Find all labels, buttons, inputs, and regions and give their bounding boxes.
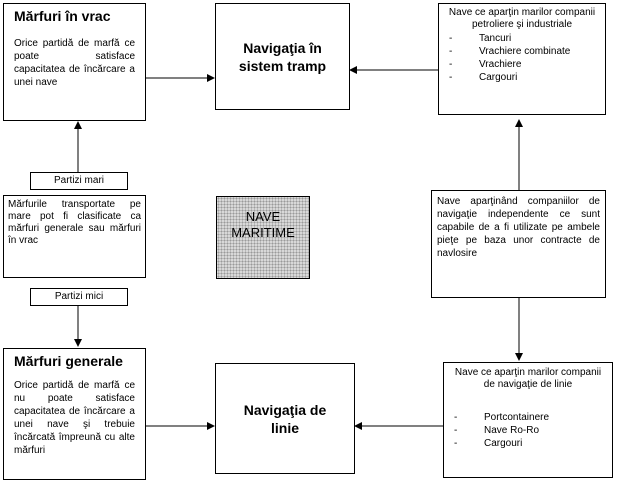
general-goods-title: Mărfuri generale [14,353,123,369]
maritime-ships-label: NAVE MARITIME [231,209,295,240]
large-lots-label [30,172,128,190]
small-lots-text: Partizi mici [54,291,104,302]
tramp-navigation-title: Navigaţia în sistem tramp [238,39,327,74]
tramp-ship-item: - Vrachiere [443,58,601,71]
independent-ships-text: Nave aparţinând companiilor de navigaţie independente ce sunt capabile de a fi utilizate pe ambele pieţe pe baza unor contracte de navlosire [437,196,600,259]
tramp-ship-item: - Cargouri [443,71,601,84]
tramp-ship-item: - Vrachiere combinate [443,45,601,58]
goods-classification-text: Mărfurile transportate pe mare pot fi clasificate ca mărfuri generale sau mărfuri în vrac [8,199,141,246]
liner-navigation-title: Navigaţia de linie [243,401,327,436]
tramp-ships-list [443,32,601,84]
tramp-ship-item: - Tancuri [443,32,601,45]
liner-ship-item: - Cargouri [448,437,608,450]
goods-classification-box [3,195,146,278]
liner-ship-item: - Nave Ro-Ro [448,424,608,437]
liner-ship-item: - Portcontainere [448,411,608,424]
liner-ships-header: Nave ce aparţin marilor companii de navigaţie de linie [454,367,602,390]
bulk-goods-title: Mărfuri în vrac [14,8,111,24]
tramp-ships-box [438,3,606,115]
maritime-ships-box [216,196,310,279]
liner-ships-box [443,362,613,478]
large-lots-text: Partizi mari [53,175,104,186]
general-goods-box [3,348,146,480]
general-goods-text: Orice partidă de marfă ce nu poate satisface capacitatea de încărcare a unei nave şi trebuie încărcată împreună cu alte mărfuri [14,380,135,456]
small-lots-label [30,288,128,306]
liner-ships-list [448,411,608,450]
independent-ships-box [431,190,606,298]
bulk-goods-box [3,3,146,121]
tramp-ships-header: Nave ce aparţin marilor companii petroliere şi industriale [448,7,596,30]
bulk-goods-text: Orice partidă de marfă ce poate satisface capacitatea de încărcare a unei nave [14,38,135,88]
tramp-navigation-box [215,3,350,110]
liner-navigation-box [215,363,355,474]
